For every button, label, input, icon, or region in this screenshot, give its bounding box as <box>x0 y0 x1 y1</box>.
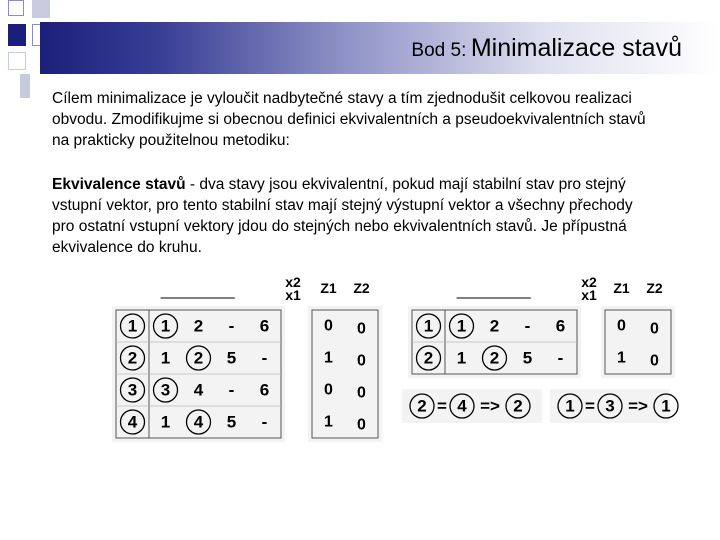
output-cell: 1 <box>617 349 626 367</box>
output-header: Z1 <box>613 280 630 296</box>
next-state-cell: 2 <box>193 316 204 336</box>
state-label: 2 <box>423 348 434 368</box>
next-state-cell: 4 <box>193 412 204 432</box>
state-label: 1 <box>127 316 138 336</box>
slide-title-main: Minimalizace stavů <box>470 34 682 62</box>
next-state-cell: 5 <box>226 348 237 368</box>
input-header-x1: x1 <box>285 287 301 303</box>
input-header-x1: x1 <box>581 287 597 303</box>
output-cell: 0 <box>650 320 659 338</box>
output-background <box>601 306 675 378</box>
output-cell: 0 <box>357 416 366 434</box>
output-cell: 1 <box>324 413 333 431</box>
next-state-cell: 5 <box>226 412 237 432</box>
output-cell: 0 <box>357 352 366 370</box>
next-state-cell: - <box>557 348 564 368</box>
output-cell: 1 <box>324 349 333 367</box>
output-cell: 0 <box>650 352 659 370</box>
output-header: Z2 <box>646 280 663 296</box>
definition-term: Ekvivalence stavů <box>52 176 186 193</box>
output-cell: 0 <box>357 384 366 402</box>
text-line: obvodu. Zmodifikujme si obecnou definici ekvivalentních a pseudoekvivalentních stavů <box>52 111 646 128</box>
input-header-x2: x2 <box>581 274 597 290</box>
equivalence-arrow: => <box>480 396 500 416</box>
next-state-cell: 4 <box>193 380 204 400</box>
next-state-cell: 5 <box>522 348 533 368</box>
state-label: 1 <box>423 316 434 336</box>
output-cell: 0 <box>324 317 333 335</box>
equivalence-state: 4 <box>457 396 467 416</box>
next-state-cell: - <box>228 380 235 400</box>
equivalence-state: 1 <box>565 396 575 416</box>
next-state-cell: 2 <box>193 348 204 368</box>
definition-text: - dva stavy jsou ekvivalentní, pokud mají stabilní stav pro stejný <box>185 176 626 193</box>
equivalence-state: 2 <box>417 396 427 416</box>
output-cell: 0 <box>617 317 626 335</box>
next-state-cell: - <box>261 348 268 368</box>
output-header: Z1 <box>320 280 337 296</box>
equivalence-state: 3 <box>605 396 615 416</box>
state-label: 3 <box>127 380 138 400</box>
next-state-cell: 2 <box>489 348 500 368</box>
equivalence-arrow: => <box>628 396 648 416</box>
next-state-cell: 6 <box>259 316 270 336</box>
next-state-cell: 1 <box>456 348 467 368</box>
next-state-cell: 2 <box>489 316 500 336</box>
next-state-cell: 3 <box>160 380 171 400</box>
output-cell: 0 <box>324 381 333 399</box>
slide-title-prefix: Bod 5: <box>411 40 467 61</box>
text-line: ekvivalence do kruhu. <box>52 239 202 256</box>
equivalence-result: 1 <box>661 396 671 416</box>
next-state-cell: 1 <box>160 316 171 336</box>
input-header-x2: x2 <box>285 274 301 290</box>
next-state-cell: 1 <box>160 412 171 432</box>
text-line: Cílem minimalizace je vyloučit nadbytečné stavy a tím zjednodušit celkovou realizaci <box>52 90 632 107</box>
state-label: 4 <box>127 412 138 432</box>
next-state-cell: - <box>261 412 268 432</box>
text-line: vstupní vektor, pro tento stabilní stav mají stejný výstupní vektor a všechny přechody <box>52 197 633 214</box>
next-state-cell: - <box>524 316 531 336</box>
equivalence-result: 2 <box>513 396 523 416</box>
output-cell: 0 <box>357 320 366 338</box>
text-line: pro ostatní vstupní vektory jdou do stejných nebo ekvivalentních stavů. Je přípustná <box>52 218 627 235</box>
next-state-cell: 1 <box>456 316 467 336</box>
next-state-cell: 6 <box>259 380 270 400</box>
text-line: na prakticky použitelnou metodiku: <box>52 132 290 149</box>
next-state-cell: 1 <box>160 348 171 368</box>
equivalence-sign: = <box>585 396 595 416</box>
state-label: 2 <box>127 348 138 368</box>
equivalence-sign: = <box>437 396 447 416</box>
next-state-cell: - <box>228 316 235 336</box>
next-state-cell: 6 <box>555 316 566 336</box>
output-background <box>308 306 382 442</box>
output-header: Z2 <box>353 280 370 296</box>
